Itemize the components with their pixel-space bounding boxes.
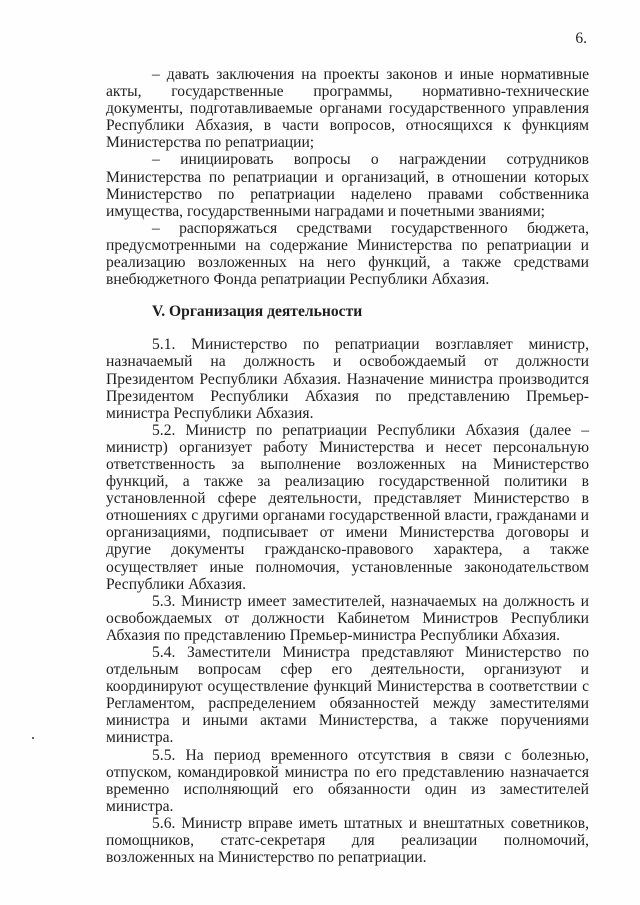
document-body <box>106 66 589 866</box>
scan-speck <box>32 737 34 739</box>
paragraph-5-1: 5.1. Министерство по репатриации возглавляет министр, назначаемый на должность и освобождаемый от должности Президентом Республики Абхазия. Назначение министра производится Президентом Республики Абхазия по представлению Премьер-министра Республики Абхазия. <box>106 336 589 422</box>
page-number: 6. <box>575 30 587 47</box>
paragraph-5-5: 5.5. На период временного отсутствия в связи с болезнью, отпуском, командировкой министра по его представлению назначается временно исполняющий его обязанности один из заместителей министра. <box>106 746 589 815</box>
paragraph-bullet: – распоряжаться средствами государственного бюджета, предусмотренными на содержание Министерства по репатриации и реализацию возложенных на него функций, а также средствами внебюджетного Фонда репатриации Республики Абхазия. <box>106 219 589 289</box>
section-heading: V. Организация деятельности <box>152 303 363 321</box>
paragraph-5-2: 5.2. Министр по репатриации Республики Абхазия (далее – министр) организует работу Министерства и несет персональную ответственность за выполнение возложенных на Министерство функций, а также за реализацию государственной политики в установленной сфере деятельности, представляет Министерство в отношениях с другими органами государственной власти, гражданами и организациями, подписывает от имени Министерства договоры и другие документы гражданско-правового характера, а также осуществляет иные полномочия, установленные законодательством Республики Абхазия. <box>106 421 589 593</box>
paragraph-5-6: 5.6. Министр вправе иметь штатных и внештатных советников, помощников, статс-секретаря для реализации полномочий, возложенных на Министерство по репатриации. <box>106 814 589 867</box>
paragraph-bullet: – инициировать вопросы о награждении сотрудников Министерства по репатриации и организаций, в отношении которых Министерство по репатриации наделено правами собственника имущества, государственными наградами и почетными званиями; <box>106 151 589 220</box>
paragraph-5-3: 5.3. Министр имеет заместителей, назначаемых на должность и освобождаемых от должности Кабинетом Министров Республики Абхазия по представлению Премьер-министра Республики Абхазия. <box>106 592 589 644</box>
paragraph-bullet: – давать заключения на проекты законов и иные нормативные акты, государственные программы, нормативно-технические документы, подготавливаемые органами государственного управления Республики Абхазия, в части вопросов, относящихся к функциям Министерства по репатриации; <box>106 66 589 152</box>
paragraph-5-4: 5.4. Заместители Министра представляют Министерство по отдельным вопросам сфер его деятельности, организуют и координируют осуществление функций Министерства в соответствии с Регламентом, распределением обязанностей между заместителями министра и иными актами Министерства, а также поручениями министра. <box>106 644 589 747</box>
